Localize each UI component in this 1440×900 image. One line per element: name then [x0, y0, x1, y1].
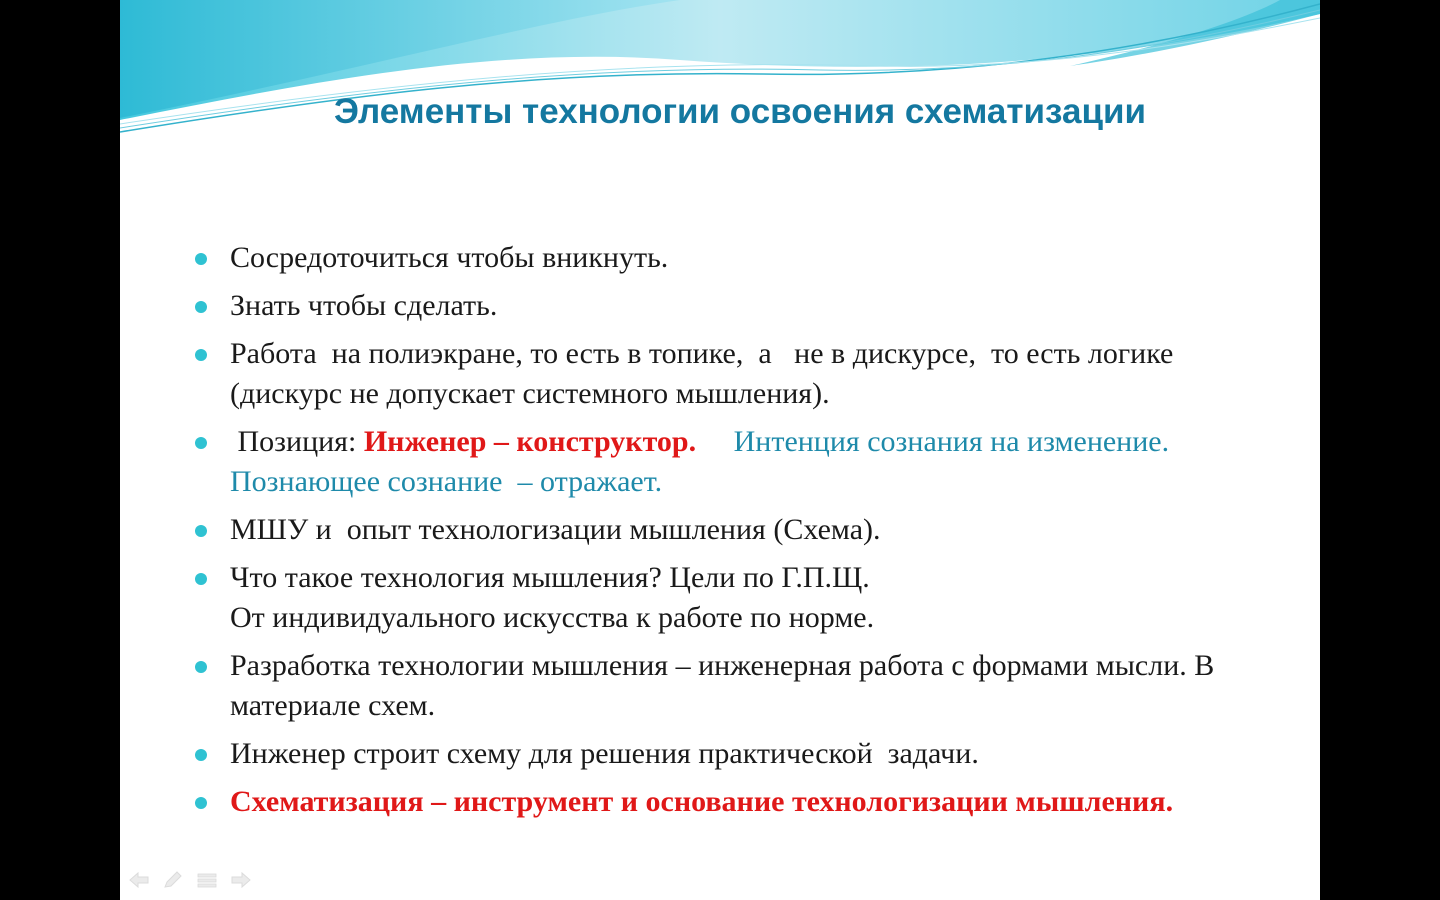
bullet-dot-icon: [195, 437, 207, 449]
pen-button[interactable]: [160, 868, 186, 892]
bullet-dot-icon: [195, 349, 207, 361]
bullet-text-line2: От индивидуального искусства к работе по норме.: [230, 601, 875, 634]
bullet-dot-icon: [195, 797, 207, 809]
bullet-highlight: Интенция сознания на изменение. Познающее сознание – отражает.: [230, 425, 1185, 498]
list-item: [190, 422, 1270, 502]
bullet-dot-icon: [195, 301, 207, 313]
bullet-text: Работа на полиэкране, то есть в топике, а не в дискурсе, то есть логике (дискурс не допускает системного мышления).: [230, 337, 1181, 410]
arrow-left-icon: [128, 871, 150, 889]
menu-icon: [196, 871, 218, 889]
bullet-text: МШУ и опыт технологизации мышления (Схема).: [230, 513, 881, 546]
slide-menu-button[interactable]: [194, 868, 220, 892]
pen-icon: [162, 871, 184, 889]
bullet-dot-icon: [195, 525, 207, 537]
bullet-text: Инженер строит схему для решения практической задачи.: [230, 737, 979, 770]
bullet-prefix: Позиция:: [230, 425, 364, 458]
next-slide-button[interactable]: [228, 868, 254, 892]
bullet-dot-icon: [195, 573, 207, 585]
bullet-text-line1: Что такое технология мышления? Цели по Г.П.Щ.: [230, 561, 870, 594]
bullet-emphasis: Схематизация – инструмент и основание технологизации мышления.: [230, 785, 1174, 818]
bullet-dot-icon: [195, 661, 207, 673]
bullet-dot-icon: [195, 253, 207, 265]
list-item: [190, 334, 1270, 414]
list-item: [190, 646, 1270, 726]
bullet-text: Сосредоточиться чтобы вникнуть.: [230, 241, 669, 274]
bullet-text: Знать чтобы сделать.: [230, 289, 498, 322]
bullet-list: [190, 238, 1270, 830]
list-item: [190, 734, 1270, 774]
arrow-right-icon: [230, 871, 252, 889]
list-item: [190, 510, 1270, 550]
list-item: [190, 782, 1270, 822]
list-item: [190, 238, 1270, 278]
list-item: [190, 558, 1270, 638]
slide: [120, 0, 1320, 900]
previous-slide-button[interactable]: [126, 868, 152, 892]
bullet-dot-icon: [195, 749, 207, 761]
list-item: [190, 286, 1270, 326]
bullet-text: Разработка технологии мышления – инженерная работа с формами мысли. В материале схем.: [230, 649, 1215, 722]
slideshow-controls: [126, 868, 254, 892]
bullet-emphasis: Инженер – конструктор.: [363, 425, 697, 458]
slide-title: Элементы технологии освоения схематизации: [334, 92, 1146, 131]
